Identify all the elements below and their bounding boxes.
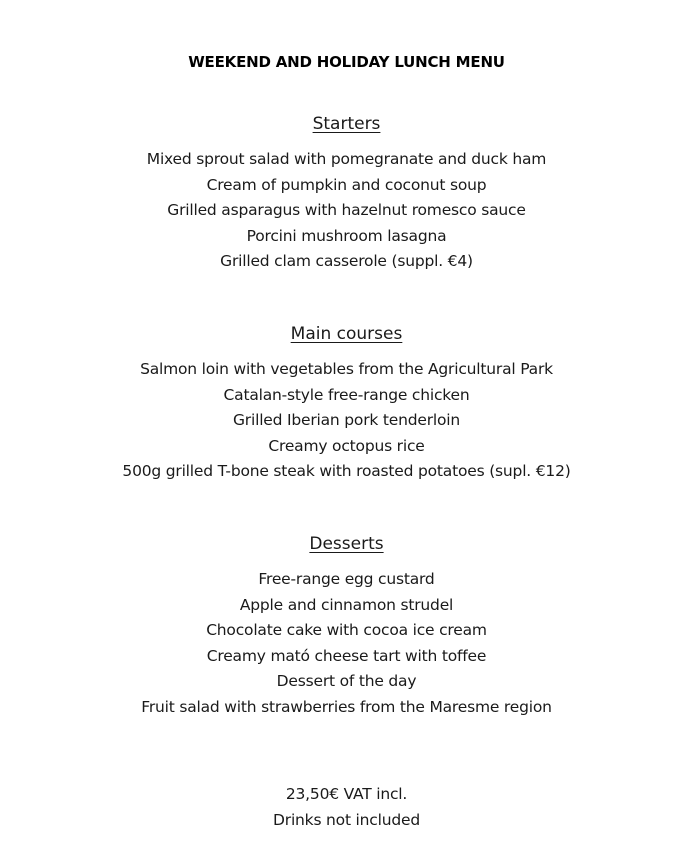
- starters-heading: Starters: [312, 114, 381, 134]
- menu-item: Mixed sprout salad with pomegranate and duck ham: [146, 150, 547, 168]
- menu-item: Grilled clam casserole (suppl. €4): [220, 252, 473, 270]
- price-text: 23,50€ VAT incl.: [285, 785, 408, 803]
- menu-footer: [0, 782, 693, 833]
- main-courses-section: [0, 323, 693, 485]
- menu-item: Free-range egg custard: [258, 570, 435, 588]
- menu-item: Chocolate cake with cocoa ice cream: [206, 621, 487, 639]
- menu-item: Grilled Iberian pork tenderloin: [233, 411, 460, 429]
- menu-item: Creamy mató cheese tart with toffee: [206, 646, 487, 665]
- drinks-note: Drinks not included: [273, 810, 420, 829]
- menu-item: Fruit salad with strawberries from the Maresme region: [141, 697, 552, 716]
- desserts-section: [0, 533, 693, 720]
- starters-section: [0, 113, 693, 275]
- menu-item: Porcini mushroom lasagna: [246, 226, 447, 245]
- menu-item: Apple and cinnamon strudel: [239, 595, 454, 614]
- menu-item: Cream of pumpkin and coconut soup: [206, 175, 487, 194]
- menu-item: Catalan-style free-range chicken: [223, 385, 470, 404]
- menu-item: Grilled asparagus with hazelnut romesco sauce: [167, 201, 526, 219]
- menu-item: Creamy octopus rice: [268, 436, 425, 455]
- menu-item: 500g grilled T-bone steak with roasted potatoes (supl. €12): [122, 462, 571, 480]
- desserts-heading: Desserts: [309, 534, 384, 554]
- menu-item: Dessert of the day: [276, 672, 417, 690]
- main-courses-heading: Main courses: [290, 324, 403, 344]
- menu-item: Salmon loin with vegetables from the Agricultural Park: [140, 360, 553, 378]
- menu-title: WEEKEND AND HOLIDAY LUNCH MENU: [188, 53, 505, 71]
